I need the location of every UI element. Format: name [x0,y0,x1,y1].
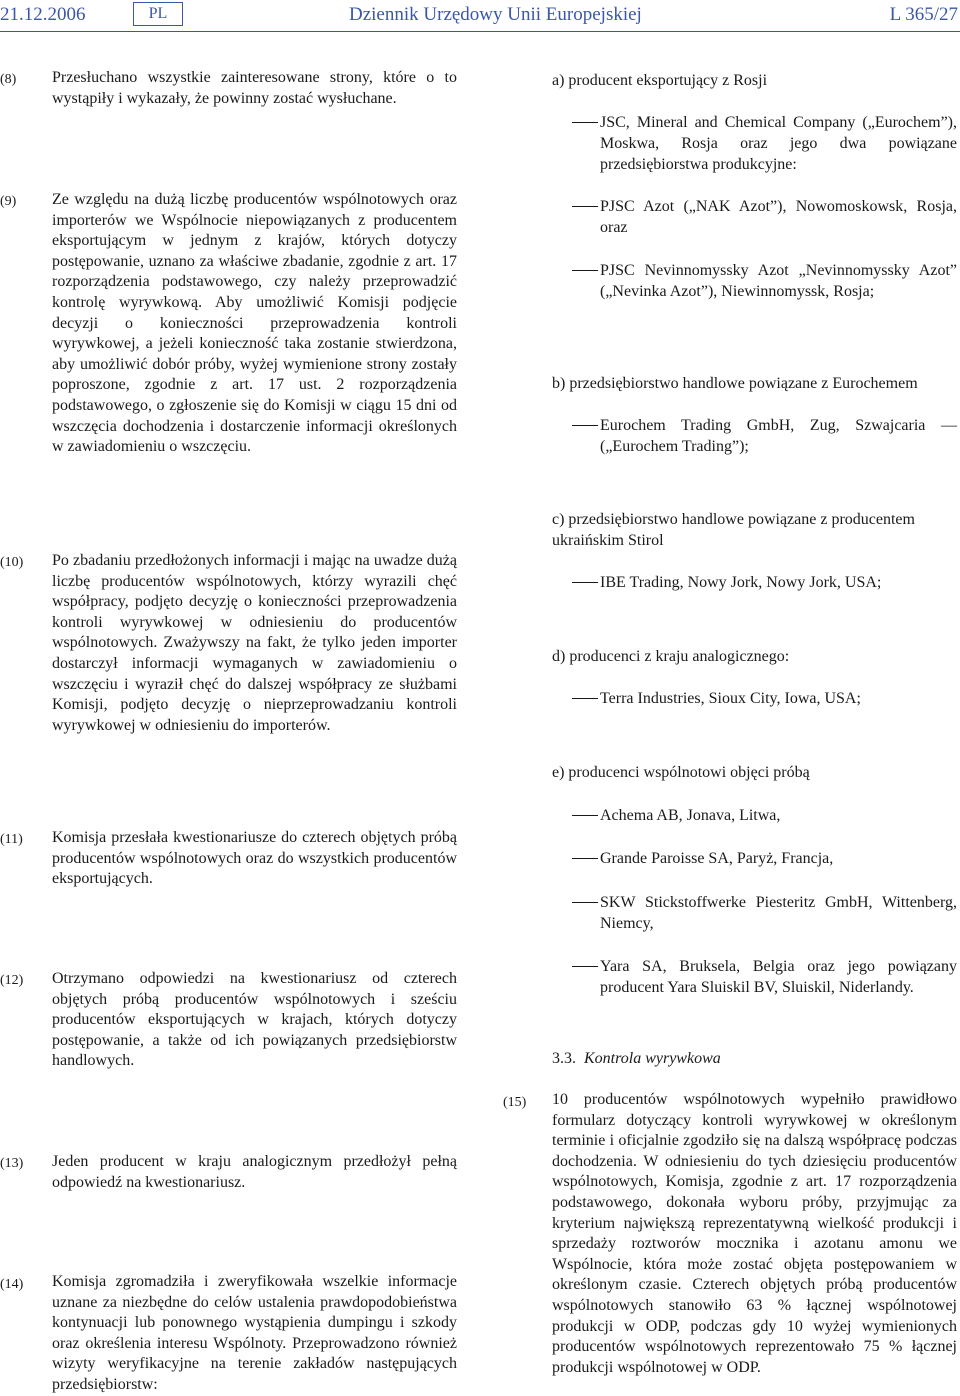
paragraph-11: Komisja przesłała kwestionariusze do czterech objętych próbą producentów wspólnotowych oraz do wszystkich producentów eksportujących. [52,829,457,888]
dash-bullet [572,270,598,271]
paragraph-number: (14) [0,1277,24,1292]
list-item: Yara SA, Bruksela, Belgia oraz jego powiązany producent Yara Sluiskil BV, Sluiskil, Niderlandy. [600,958,957,996]
dash-bullet [572,858,598,859]
paragraph-number: (11) [0,832,23,847]
language-badge: PL [133,2,183,26]
paragraph-12: Otrzymano odpowiedzi na kwestionariusz od czterech objętych próbą producentów wspólnotowych i sześciu producentów eksportujących w krajach, których dotyczy postępowanie, a także od ich powiązanych przedsiębiorstw handlowych. [52,970,457,1070]
paragraph-8: Przesłuchano wszystkie zainteresowane strony, które o to wystąpiły i wykazały, że powinny zostać wysłuchane. [52,69,457,107]
list-label-a: a) producent eksportujący z Rosji [552,72,768,89]
list-label-e: e) producenci wspólnotowi objęci próbą [552,764,810,781]
list-item: PJSC Nevinnomyssky Azot „Nevinnomyssky Azot” („Nevinka Azot”), Niewinnomyssk, Rosja; [600,262,957,300]
list-label-d: d) producenci z kraju analogicznego: [552,648,790,665]
dash-bullet [572,966,598,967]
paragraph-number: (10) [0,555,24,570]
list-item: Eurochem Trading GmbH, Zug, Szwajcaria — („Eurochem Trading”); [600,417,957,455]
paragraph-number: (9) [0,194,17,209]
list-item: JSC, Mineral and Chemical Company („Eurochem”), Moskwa, Rosja oraz jego dwa powiązane przedsiębiorstwa produkcyjne: [600,114,957,173]
dash-bullet [572,902,598,903]
list-item: Achema AB, Jonava, Litwa, [600,807,781,824]
paragraph-number: (8) [0,72,17,87]
journal-title: Dziennik Urzędowy Unii Europejskiej [349,4,642,25]
paragraph-number: (15) [503,1095,527,1110]
page-header [0,0,960,30]
paragraph-number: (12) [0,973,24,988]
dash-bullet [572,582,598,583]
paragraph-14: Komisja zgromadziła i zweryfikowała wszelkie informacje uznane za niezbędne do celów ustalenia prawdopodobieństwa kontynuacji lub ponownego wystąpienia dumpingu i szkody oraz określenia interesu Wspólnoty. Przeprowadzono również wizyty weryfikacyjne na terenie zakładów następujących przedsiębiorstw: [52,1273,457,1393]
publication-date: 21.12.2006 [0,4,86,25]
section-heading [552,1048,721,1069]
list-item: Terra Industries, Sioux City, Iowa, USA; [600,690,861,707]
dash-bullet [572,698,598,699]
paragraph-13: Jeden producent w kraju analogicznym przedłożył pełną odpowiedź na kwestionariusz. [52,1153,457,1191]
list-label-b: b) przedsiębiorstwo handlowe powiązane z Eurochemem [552,375,918,392]
dash-bullet [572,206,598,207]
page-reference: L 365/27 [889,4,958,25]
header-rule [0,31,960,32]
section-number: 3.3. [552,1050,576,1067]
list-label-c: c) przedsiębiorstwo handlowe powiązane z producentem ukraińskim Stirol [552,511,915,549]
list-item: PJSC Azot („NAK Azot”), Nowomoskowsk, Rosja, oraz [600,198,957,236]
paragraph-15: 10 producentów wspólnotowych wypełniło prawidłowo formularz dotyczący kontroli wyrywkowej w określonym terminie i oficjalnie zgodziło się na dalszą współpracę podczas dochodzenia. W odniesieniu do tych dziesięciu producentów wspólnotowych, Komisja, zgodnie z art. 17 rozporządzenia podstawowego, dokonała wyboru próby, przyjmując za kryterium największą reprezentatywną wielkość produkcji i sprzedaży roztworów mocznika i azotanu amonu we Wspólnocie, która może zostać objęta postępowaniem w określonym czasie. Czterech objętych próbą producentów wspólnotowych stanowiło 63 % łącznej wspólnotowej produkcji w ODP, podczas gdy 10 wyżej wymienionych producentów wspólnotowych reprezentowało 75 % łącznej produkcji wspólnotowej w ODP. [552,1091,957,1376]
list-item: IBE Trading, Nowy Jork, Nowy Jork, USA; [600,574,882,591]
list-item: Grande Paroisse SA, Paryż, Francja, [600,850,834,867]
dash-bullet [572,425,598,426]
list-item: SKW Stickstoffwerke Piesteritz GmbH, Wittenberg, Niemcy, [600,894,957,932]
paragraph-9: Ze względu na dużą liczbę producentów wspólnotowych oraz importerów we Wspólnocie niepowiązanych z producentem eksportującym w jednym z krajów, których dotyczy postępowanie, uznano za właściwe zbadanie, zgodnie z art. 17 rozporządzenia podstawowego, czy należy przeprowadzić kontrolę wyrywkową. Aby umożliwić Komisji podjęcie decyzji o konieczności przeprowadzenia kontroli wyrywkowej, a jeżeli konieczność taka zostanie stwierdzona, aby umożliwić dobór próby, wyżej wymienione strony zostały poproszone, zgodnie z art. 17 ust. 2 rozporządzenia podstawowego, o zgłoszenie się do Komisji w ciągu 15 dni od wszczęcia dochodzenia i dostarczenie informacji określonych w zawiadomieniu o wszczęciu. [52,191,457,456]
dash-bullet [572,122,598,123]
dash-bullet [572,815,598,816]
section-title: Kontrola wyrywkowa [584,1050,721,1067]
paragraph-number: (13) [0,1156,24,1171]
paragraph-10: Po zbadaniu przedłożonych informacji i mając na uwadze dużą liczbę producentów wspólnotowych, którzy wyrazili chęć współpracy, podjęto decyzję o konieczności przeprowadzenia kontroli wyrywkowej w odniesieniu do producentów wspólnotowych. Zważywszy na fakt, że tylko jeden importer dostarczył informacji wymaganych w zawiadomieniu o wszczęciu i wyraził chęć do dalszej współpracy ze służbami Komisji, podjęto decyzję o nieprzeprowadzaniu kontroli wyrywkowej w odniesieniu do importerów. [52,552,457,734]
